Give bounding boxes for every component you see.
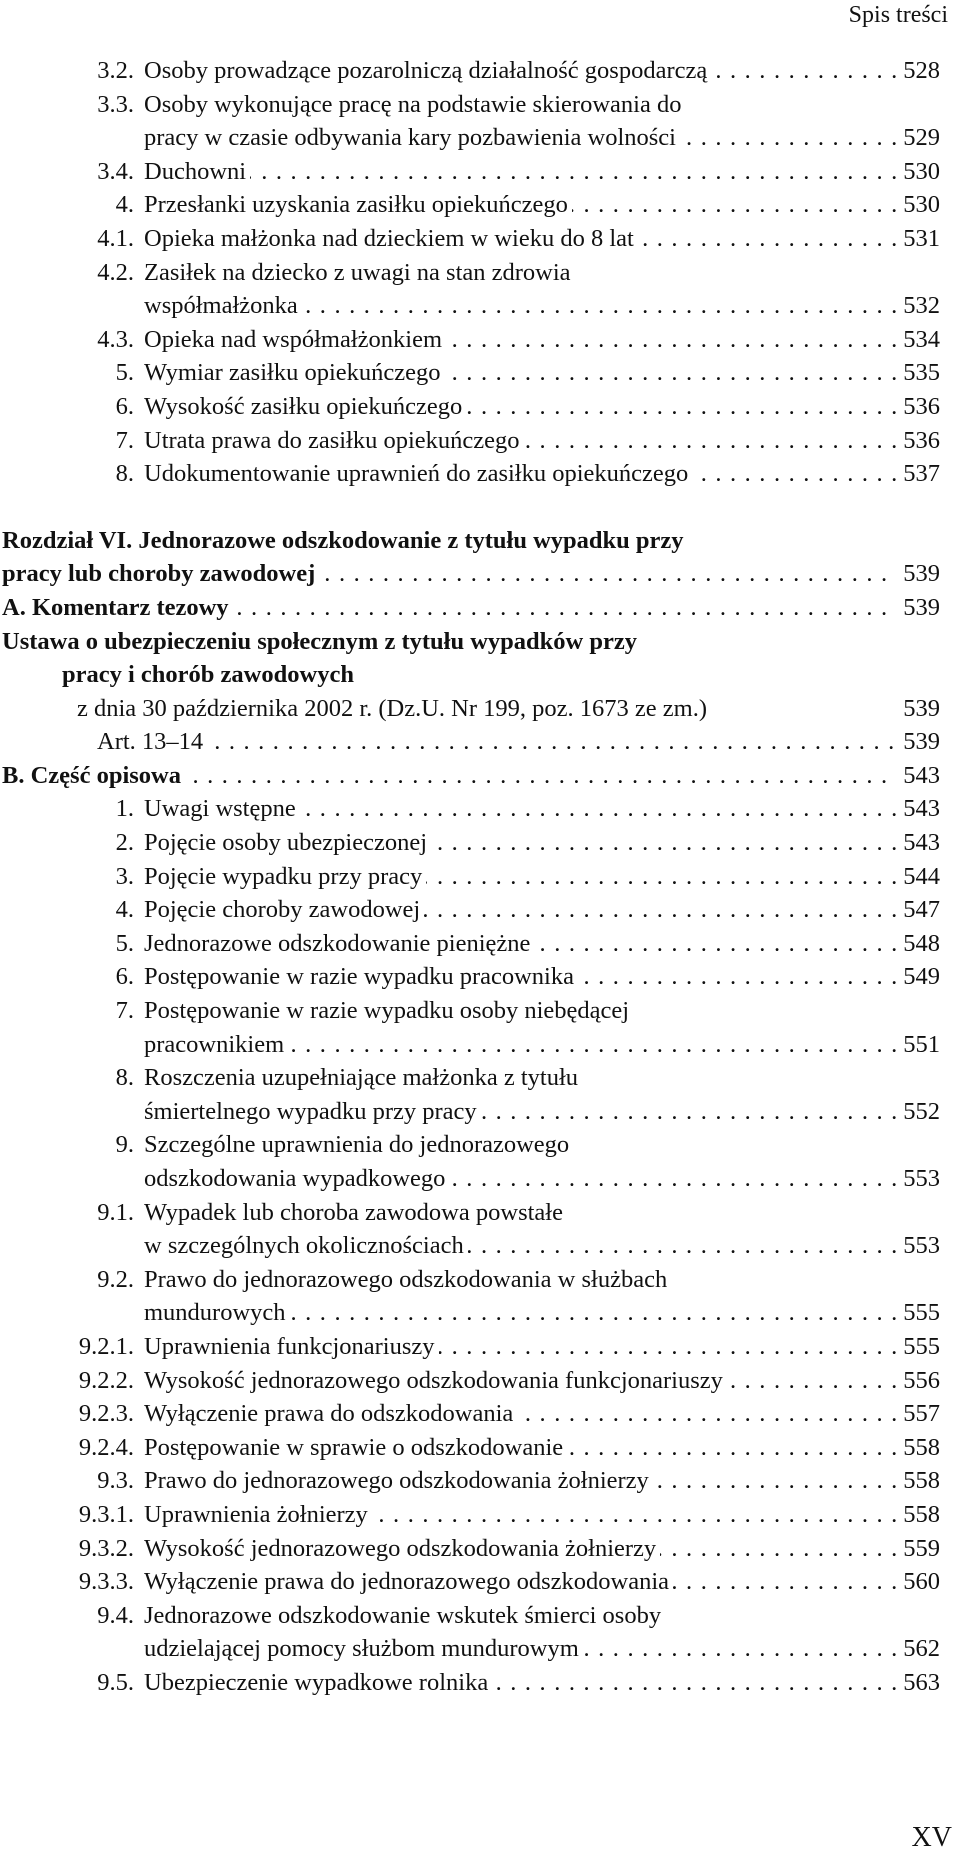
toc-entry-line [144,1666,940,1700]
toc-entry [0,1263,940,1330]
table-of-contents [0,54,940,1700]
toc-entry-number: 9.3.2. [78,1534,134,1562]
toc-entry [0,457,940,491]
toc-entry-number: 3.2. [97,57,134,84]
toc-entry-number: 5. [115,929,134,957]
toc-entry-number: 9.2.2. [78,1366,134,1394]
toc-entry-number: 9.4. [97,1601,134,1629]
toc-entry-number: 9.3.1. [78,1500,134,1528]
toc-entry-title: Pojęcie wypadku przy pracy [144,862,423,890]
toc-entry [0,893,940,927]
toc-entry [0,1431,940,1465]
toc-entry-number: 9.2.4. [78,1433,134,1461]
toc-entry [0,356,940,390]
toc-entry-title: śmiertelnego wypadku przy pracy [144,1097,477,1125]
toc-entry-title: Uwagi wstępne [144,795,296,823]
toc-entry [0,1666,940,1700]
toc-entry-number: 1. [115,795,134,823]
toc-entry-title: Ubezpieczenie wypadkowe rolnika [144,1668,489,1696]
toc-entry-title: Utrata prawa do zasiłku opiekuńczego [144,426,520,454]
toc-entry-line [144,1498,940,1532]
toc-entry-line [144,1296,940,1330]
toc-entry-title: pracy lub choroby zawodowej [2,560,316,588]
toc-entry [0,1498,940,1532]
toc-entry-line [2,625,940,659]
toc-entry-title: pracy i chorób zawodowych [62,661,354,689]
toc-entry-line [144,1431,940,1465]
page-number-footer: XV [911,1822,952,1853]
toc-entry [0,826,940,860]
toc-page-number: 536 [897,390,940,424]
toc-page-number: 557 [897,1397,940,1431]
toc-entry-title: Zasiłek na dziecko z uwagi na stan zdrowia [144,258,571,286]
toc-entry-title: Wyłączenie prawa do jednorazowego odszkodowania [144,1568,670,1596]
toc-entry-number: 9.3. [97,1467,134,1495]
toc-entry-line [144,1028,940,1062]
toc-entry-title: Wymiar zasiłku opiekuńczego [144,359,441,387]
toc-entry-line [144,54,940,88]
toc-entry-title: Wyłączenie prawa do odszkodowania [144,1400,514,1428]
toc-entry [0,759,940,793]
toc-entry [0,792,940,826]
toc-entry-title: Art. 13–14 [97,728,204,756]
toc-entry [0,1196,940,1263]
toc-page-number: 549 [897,960,940,994]
toc-entry-number: 9.1. [97,1198,134,1226]
toc-page-number: 551 [897,1028,940,1062]
toc-entry-title: Jednorazowe odszkodowanie z tytułu wypadku przy [138,526,684,554]
toc-page-number: 537 [897,457,940,491]
toc-entry-title: Ustawa o ubezpieczeniu społecznym z tytułu wypadków przy [2,627,637,655]
toc-page-number: 547 [897,893,940,927]
toc-entry-number: 6. [115,963,134,991]
toc-page-number: 559 [897,1532,940,1566]
toc-page-number: 535 [897,356,940,390]
toc-entry-line [144,155,940,189]
toc-entry-title: Szczególne uprawnienia do jednorazowego [144,1131,570,1159]
toc-entry [0,591,940,625]
toc-page-number: 553 [897,1162,940,1196]
toc-entry [0,1565,940,1599]
toc-entry-line [144,390,940,424]
toc-entry [0,222,940,256]
toc-entry-line [144,188,940,222]
toc-page-number: 543 [897,792,940,826]
toc-entry [0,860,940,894]
toc-entry-number: 7. [115,426,134,454]
toc-entry-line [144,792,940,826]
toc-entry-number: 3.3. [97,90,134,118]
toc-entry [0,625,940,692]
toc-entry-line [77,692,940,726]
toc-entry-number: 4. [115,896,134,924]
toc-entry-line [144,1263,940,1297]
toc-entry [0,390,940,424]
toc-entry [0,1061,940,1128]
toc-entry [0,1397,940,1431]
toc-entry-line [144,1364,940,1398]
toc-entry [0,88,940,155]
toc-entry-title: Roszczenia uzupełniające małżonka z tytułu [144,1064,579,1092]
toc-entry-number: 4.1. [97,224,134,252]
toc-page-number: 558 [897,1464,940,1498]
toc-entry [0,1330,940,1364]
toc-entry-title: Uprawnienia żołnierzy [144,1500,368,1528]
toc-entry-title: Prawo do jednorazowego odszkodowania w służbach [144,1265,668,1293]
toc-entry-title: w szczególnych okolicznościach [144,1232,464,1260]
toc-entry-line [144,457,940,491]
toc-page-number: 543 [897,759,940,793]
toc-entry-line [2,557,940,591]
toc-entry-title: Uprawnienia funkcjonariuszy [144,1332,435,1360]
toc-page-number: 530 [897,155,940,189]
toc-entry-title: Część opisowa [30,761,181,789]
toc-page-number: 555 [897,1296,940,1330]
toc-entry [0,1464,940,1498]
toc-entry [0,155,940,189]
toc-entry-line [144,222,940,256]
toc-entry-line [144,1196,940,1230]
toc-entry-number: 3. [115,862,134,890]
toc-entry-line [144,1397,940,1431]
toc-entry [0,256,940,323]
toc-entry-title: Opieka małżonka nad dzieckiem w wieku do 8 lat [144,224,634,252]
toc-page-number: 530 [897,188,940,222]
toc-entry-number: 8. [115,1064,134,1092]
toc-page-number: 528 [897,54,940,88]
toc-entry-number: 9.5. [97,1668,134,1696]
toc-entry-title: Opieka nad współmałżonkiem [144,325,443,353]
toc-entry-title: Osoby prowadzące pozarolniczą działalność gospodarczą [144,57,708,84]
toc-entry [0,1364,940,1398]
toc-entry-title: współmałżonka [144,292,298,320]
toc-entry [0,524,940,591]
toc-entry-title: Jednorazowe odszkodowanie pieniężne [144,929,531,957]
toc-page-number: 558 [897,1498,940,1532]
toc-entry [0,323,940,357]
toc-page-number: 544 [897,860,940,894]
toc-entry [0,994,940,1061]
toc-entry-number: 2. [115,829,134,857]
toc-entry [0,960,940,994]
running-header: Spis treści [848,2,948,28]
toc-page-number: 560 [897,1565,940,1599]
toc-entry-line [144,88,940,122]
toc-entry-line [62,658,940,692]
toc-entry-line [144,256,940,290]
toc-entry-line [144,1061,940,1095]
toc-entry-number: 9.2.3. [78,1400,134,1428]
toc-entry [0,424,940,458]
toc-entry [0,54,940,88]
toc-entry-number: 4.2. [97,258,134,286]
toc-entry-line [144,960,940,994]
toc-page-number: 539 [897,557,940,591]
toc-entry-title: mundurowych [144,1299,286,1327]
toc-entry-line [2,524,940,558]
toc-page-number: 555 [897,1330,940,1364]
toc-entry [0,1532,940,1566]
toc-entry-line [144,1565,940,1599]
toc-entry-line [144,1229,940,1263]
toc-page-number: 563 [897,1666,940,1700]
toc-page-number: 539 [897,692,940,726]
toc-entry-line [97,725,940,759]
toc-page-number: 552 [897,1095,940,1129]
toc-page-number: 548 [897,927,940,961]
toc-entry-line [144,927,940,961]
toc-entry-line [144,1532,940,1566]
toc-heading-number: B. [2,761,25,789]
toc-entry-title: Wysokość zasiłku opiekuńczego [144,392,463,420]
toc-entry-line [144,1632,940,1666]
toc-entry-title: Udokumentowanie uprawnień do zasiłku opiekuńczego [144,460,689,488]
toc-page-number: 562 [897,1632,940,1666]
toc-heading-number: Rozdział VI. [2,526,133,554]
toc-entry-line [144,1128,940,1162]
toc-entry-title: Komentarz tezowy [31,593,229,621]
toc-entry-title: Postępowanie w razie wypadku osoby niebędącej [144,997,630,1025]
toc-entry-title: Pojęcie choroby zawodowej [144,896,421,924]
toc-entry [0,188,940,222]
toc-page-number: 556 [897,1364,940,1398]
toc-entry-title: Wysokość jednorazowego odszkodowania żołnierzy [144,1534,657,1562]
toc-entry-number: 5. [115,359,134,387]
toc-page-number: 534 [897,323,940,357]
toc-page-number: 539 [897,725,940,759]
toc-entry-number: 3.4. [97,157,134,185]
toc-entry-line [2,759,940,793]
toc-page-number: 553 [897,1229,940,1263]
toc-page-number: 539 [897,591,940,625]
toc-entry [0,927,940,961]
toc-entry-line [144,893,940,927]
toc-entry-title: z dnia 30 października 2002 r. (Dz.U. Nr 199, poz. 1673 ze zm.) [77,694,707,722]
toc-entry-number: 4.3. [97,325,134,353]
toc-page-number: 536 [897,424,940,458]
toc-entry-line [2,591,940,625]
toc-entry-title: odszkodowania wypadkowego [144,1165,446,1192]
toc-entry-title: Przesłanki uzyskania zasiłku opiekuńczego [144,191,568,219]
toc-entry-line [144,289,940,323]
toc-page-number: 531 [897,222,940,256]
toc-entry-title: Postępowanie w razie wypadku pracownika [144,963,574,991]
toc-entry-number: 9.2.1. [78,1332,134,1360]
toc-page-number: 529 [897,121,940,155]
toc-entry [0,725,940,759]
toc-entry-line [144,1330,940,1364]
toc-entry-line [144,1162,940,1196]
toc-entry-title: Prawo do jednorazowego odszkodowania żołnierzy [144,1467,649,1495]
toc-entry-number: 9.3.3. [78,1568,134,1596]
toc-entry-title: udzielającej pomocy służbom mundurowym [144,1635,579,1663]
toc-page-number: 558 [897,1431,940,1465]
toc-page-number: 543 [897,826,940,860]
toc-entry-title: Postępowanie w sprawie o odszkodowanie [144,1433,564,1461]
toc-entry-title: pracownikiem [144,1030,285,1058]
toc-entry-number: 4. [115,191,134,219]
toc-entry-line [144,356,940,390]
toc-entry-number: 6. [115,392,134,420]
toc-entry-line [144,121,940,155]
toc-entry-title: Duchowni [144,157,247,185]
toc-entry [0,1128,940,1195]
toc-entry-title: Pojęcie osoby ubezpieczonej [144,829,428,857]
toc-page-number: 532 [897,289,940,323]
toc-entry-line [144,1095,940,1129]
toc-entry-line [144,994,940,1028]
toc-entry-number: 9. [115,1131,134,1159]
toc-entry-line [144,424,940,458]
toc-entry-title: Osoby wykonujące pracę na podstawie skierowania do [144,90,682,118]
toc-entry-line [144,323,940,357]
toc-entry-line [144,860,940,894]
toc-heading-number: A. [2,593,26,621]
toc-entry-title: Wypadek lub choroba zawodowa powstałe [144,1198,563,1226]
toc-entry-line [144,826,940,860]
toc-entry-number: 8. [115,460,134,488]
toc-entry-number: 7. [115,997,134,1025]
toc-entry-title: pracy w czasie odbywania kary pozbawienia wolności [144,124,676,152]
toc-entry-line [144,1599,940,1633]
toc-entry [0,692,940,726]
toc-entry-line [144,1464,940,1498]
toc-entry-number: 9.2. [97,1265,134,1293]
toc-entry [0,1599,940,1666]
toc-entry-title: Wysokość jednorazowego odszkodowania funkcjonariuszy [144,1366,723,1394]
toc-entry-title: Jednorazowe odszkodowanie wskutek śmierci osoby [144,1601,662,1629]
